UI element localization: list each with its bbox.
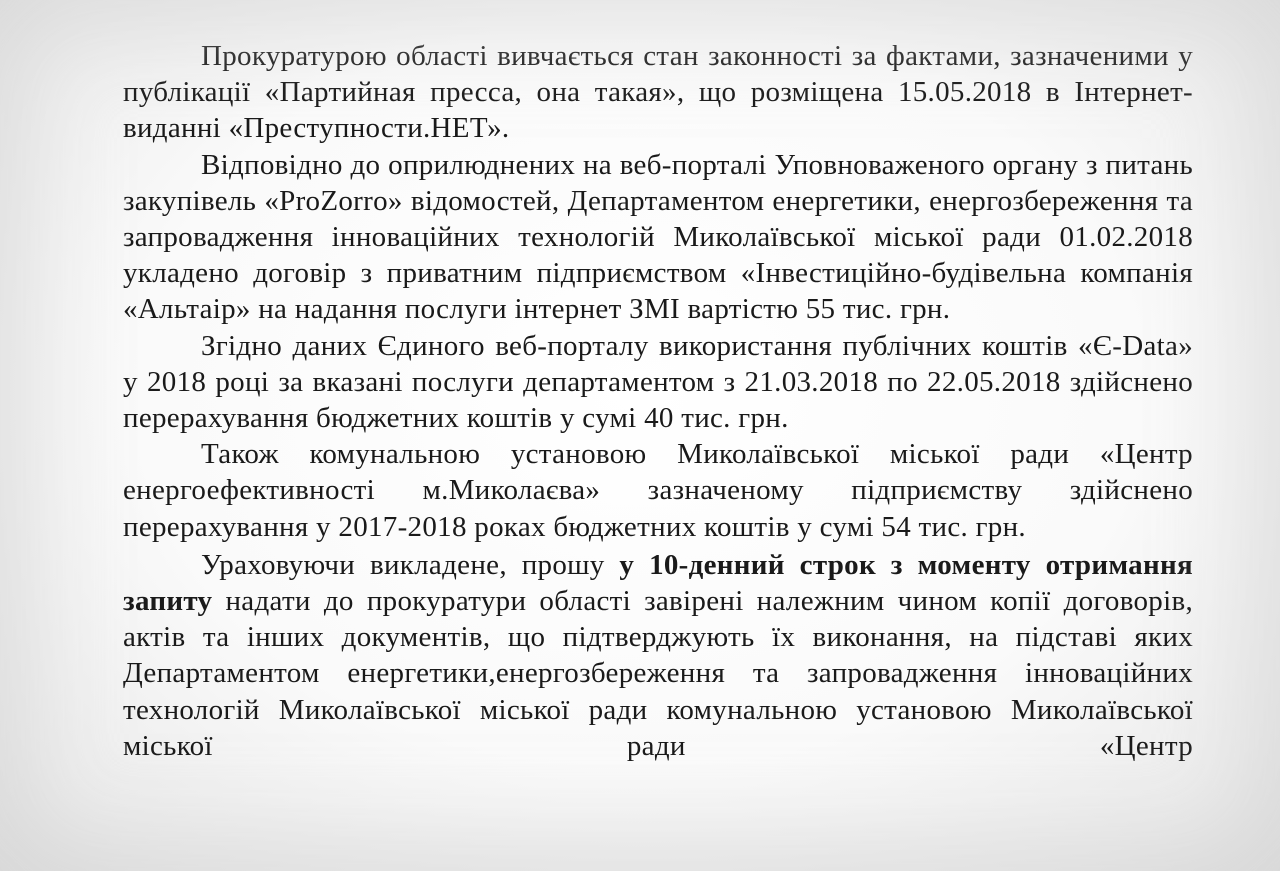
deadline-emphasis: у 10-денний строк з моменту отримання запиту	[123, 548, 1193, 618]
paragraph-5-request: надати до прокуратури області завірені належним чином копії договорів, актів та інших документів, що підтверджують їх виконання, на підставі яких Департаментом енергетики,енергозбереження та запровадження інноваційних технологій Миколаївської міської ради комунальною установою Миколаївської міської ради «Центр	[123, 585, 1193, 762]
paragraph-3: Згідно даних Єдиного веб-порталу використання публічних коштів «Є-Data» у 2018 році за вказані послуги департаментом з 21.03.2018 по 22.05.2018 здійснено перерахування бюджетних коштів у сумі 40 тис. грн.	[123, 329, 1193, 435]
paragraph-4: Також комунальною установою Миколаївської міської ради «Центр енергоефективності м.Миколаєва» зазначеному підприємству здійснено перерахування у 2017-2018 роках бюджетних коштів у сумі 54 тис. грн.	[123, 438, 1193, 543]
paragraph-5	[123, 547, 1193, 764]
document-body	[123, 38, 1193, 764]
paragraph-5-intro: Ураховуючи викладене, прошу	[201, 548, 620, 581]
paragraph-2: Відповідно до оприлюднених на веб-порталі Уповноваженого органу з питань закупівель «ProZorro» відомостей, Департаментом енергетики, енергозбереження та запровадження інноваційних технологій Миколаївської міської ради 01.02.2018 укладено договір з приватним підприємством «Інвестиційно-будівельна компанія «Альтаір» на надання послуги інтернет ЗМІ вартістю 55 тис. грн.	[123, 148, 1193, 326]
paragraph-1: Прокуратурою області вивчається стан законності за фактами, зазначеними у публікації «Партийная пресса, она такая», що розміщена 15.05.2018 в Інтернет-виданні «Преступности.НЕТ».	[123, 40, 1193, 145]
